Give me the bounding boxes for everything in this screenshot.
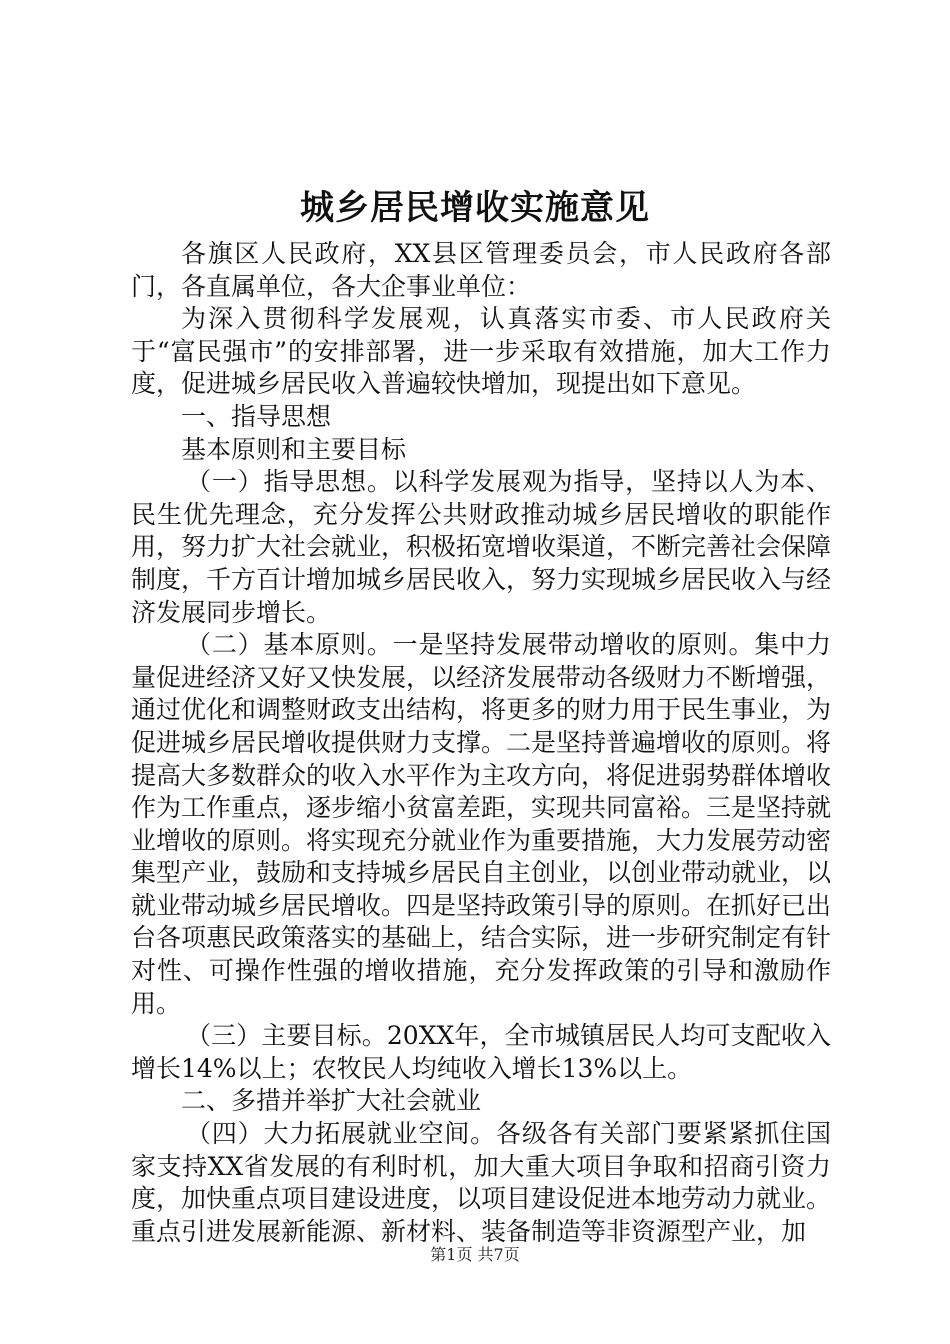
document-body — [131, 238, 831, 1248]
item-paragraph-2: （二）基本原则。一是坚持发展带动增收的原则。集中力量促进经济又好又快发展，以经济发展带动各级财力不断增强，通过优化和调整财政支出结构，将更多的财力用于民生事业，为促进城乡居民增收提供财力支撑。二是坚持普遍增收的原则。将提高大多数群众的收入水平作为主攻方向，将促进弱势群体增收作为工作重点，逐步缩小贫富差距，实现共同富裕。三是坚持就业增收的原则。将实现充分就业作为重要措施，大力发展劳动密集型产业，鼓励和支持城乡居民自主创业，以创业带动就业，以就业带动城乡居民增收。四是坚持政策引导的原则。在抓好已出台各项惠民政策落实的基础上，结合实际，进一步研究制定有针对性、可操作性强的增收措施，充分发挥政策的引导和激励作用。 — [131, 630, 832, 1018]
item-paragraph-3: （三）主要目标。20XX年，全市城镇居民人均可支配收入增长14%以上；农牧民人均纯收入增长13%以上。 — [131, 1021, 831, 1083]
page-number-label: 第1页 共7页 — [430, 1245, 520, 1264]
page-footer — [0, 1245, 950, 1265]
section-heading-2: 二、多措并举扩大社会就业 — [181, 1086, 482, 1116]
document-title: 城乡居民增收实施意见 — [300, 188, 650, 228]
section-subheading: 基本原则和主要目标 — [181, 434, 407, 464]
section-heading-1: 一、指导思想 — [181, 401, 332, 431]
intro-paragraph: 为深入贯彻科学发展观，认真落实市委、市人民政府关于“富民强市”的安排部署，进一步采取有效措施，加大工作力度，促进城乡居民收入普遍较快增加，现提出如下意见。 — [131, 304, 831, 399]
addressee-paragraph: 各旗区人民政府，XX县区管理委员会，市人民政府各部门，各直属单位，各大企事业单位： — [131, 239, 831, 301]
item-paragraph-4: （四）大力拓展就业空间。各级各有关部门要紧紧抓住国家支持XX省发展的有利时机，加大重大项目争取和招商引资力度，加快重点项目建设进度，以项目建设促进本地劳动力就业。重点引进发展新能源、新材料、装备制造等非资源型产业，加 — [131, 1119, 832, 1246]
item-paragraph-1: （一）指导思想。以科学发展观为指导，坚持以人为本、民生优先理念，充分发挥公共财政推动城乡居民增收的职能作用，努力扩大社会就业，积极拓宽增收渠道，不断完善社会保障制度，千方百计增加城乡居民收入，努力实现城乡居民收入与经济发展同步增长。 — [131, 467, 832, 627]
